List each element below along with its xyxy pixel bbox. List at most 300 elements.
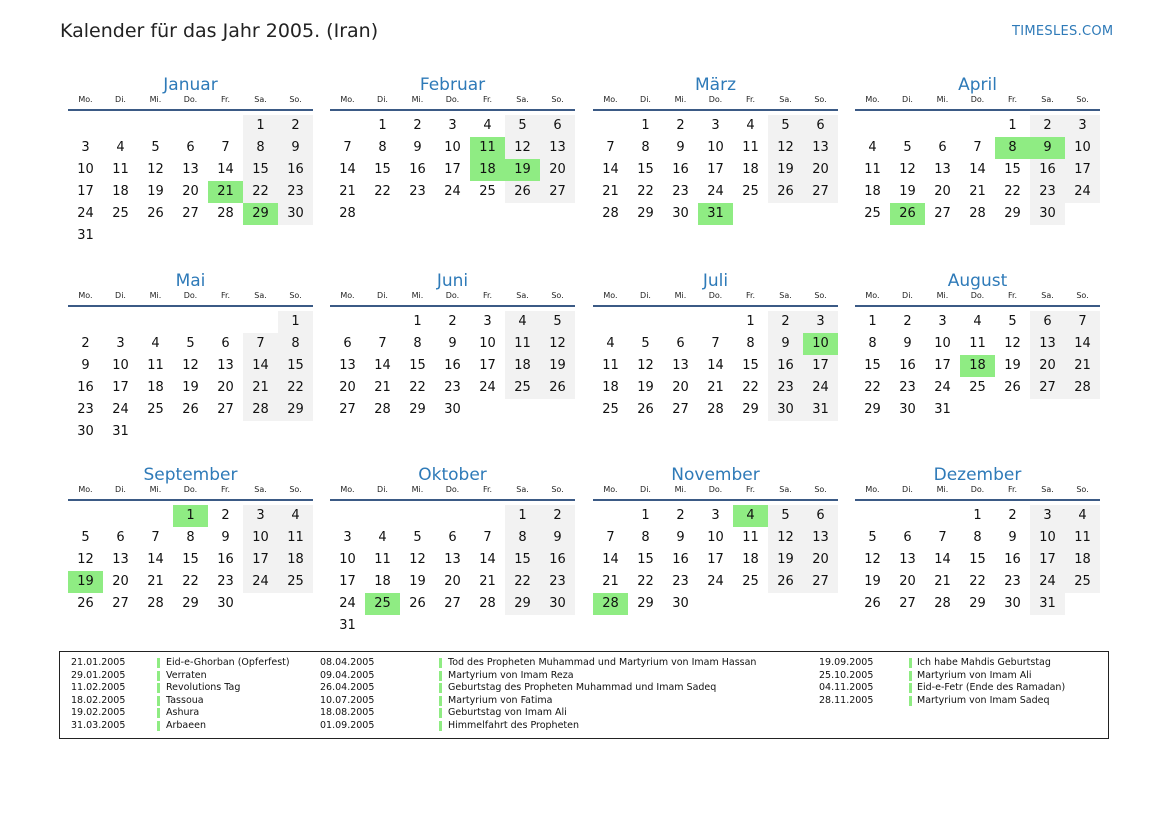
day-cell[interactable]: 6 — [1043, 314, 1052, 329]
day-cell[interactable]: 19 — [899, 184, 916, 199]
day-cell[interactable]: 8 — [868, 336, 877, 351]
day-cell[interactable]: 5 — [151, 140, 160, 155]
holiday-day-cell[interactable]: 1 — [173, 505, 208, 527]
day-cell[interactable]: 30 — [217, 596, 234, 611]
day-cell[interactable]: 14 — [934, 552, 951, 567]
day-cell[interactable]: 18 — [374, 574, 391, 589]
day-cell[interactable]: 11 — [287, 530, 304, 545]
day-cell[interactable]: 6 — [448, 530, 457, 545]
day-cell[interactable]: 13 — [549, 140, 566, 155]
day-cell[interactable]: 30 — [549, 596, 566, 611]
day-cell[interactable]: 1 — [413, 314, 422, 329]
day-cell[interactable]: 13 — [812, 530, 829, 545]
day-cell[interactable]: 16 — [1039, 162, 1056, 177]
day-cell[interactable]: 28 — [374, 402, 391, 417]
day-cell[interactable]: 28 — [602, 206, 619, 221]
day-cell[interactable]: 22 — [742, 380, 759, 395]
day-cell[interactable]: 8 — [973, 530, 982, 545]
day-cell[interactable]: 13 — [1039, 336, 1056, 351]
day-cell[interactable]: 15 — [409, 358, 426, 373]
day-cell[interactable]: 17 — [934, 358, 951, 373]
day-cell[interactable]: 20 — [672, 380, 689, 395]
day-cell[interactable]: 24 — [707, 184, 724, 199]
day-cell[interactable]: 15 — [514, 552, 531, 567]
day-cell[interactable]: 21 — [707, 380, 724, 395]
day-cell[interactable]: 24 — [479, 380, 496, 395]
day-cell[interactable]: 11 — [374, 552, 391, 567]
day-cell[interactable]: 22 — [182, 574, 199, 589]
day-cell[interactable]: 25 — [742, 574, 759, 589]
day-cell[interactable]: 6 — [938, 140, 947, 155]
day-cell[interactable]: 27 — [934, 206, 951, 221]
day-cell[interactable]: 30 — [444, 402, 461, 417]
day-cell[interactable]: 5 — [186, 336, 195, 351]
day-cell[interactable]: 19 — [637, 380, 654, 395]
day-cell[interactable]: 22 — [637, 184, 654, 199]
day-cell[interactable]: 13 — [112, 552, 129, 567]
day-cell[interactable]: 24 — [112, 402, 129, 417]
day-cell[interactable]: 23 — [1004, 574, 1021, 589]
day-cell[interactable]: 30 — [1039, 206, 1056, 221]
day-cell[interactable]: 1 — [641, 118, 650, 133]
day-cell[interactable]: 27 — [444, 596, 461, 611]
day-cell[interactable]: 15 — [969, 552, 986, 567]
day-cell[interactable]: 20 — [934, 184, 951, 199]
day-cell[interactable]: 2 — [676, 508, 685, 523]
day-cell[interactable]: 17 — [1039, 552, 1056, 567]
day-cell[interactable]: 3 — [816, 314, 825, 329]
day-cell[interactable]: 22 — [374, 184, 391, 199]
day-cell[interactable]: 18 — [742, 552, 759, 567]
day-cell[interactable]: 23 — [444, 380, 461, 395]
day-cell[interactable]: 24 — [934, 380, 951, 395]
day-cell[interactable]: 20 — [182, 184, 199, 199]
day-cell[interactable]: 27 — [812, 574, 829, 589]
day-cell[interactable]: 21 — [147, 574, 164, 589]
day-cell[interactable]: 7 — [343, 140, 352, 155]
day-cell[interactable]: 20 — [899, 574, 916, 589]
day-cell[interactable]: 6 — [186, 140, 195, 155]
day-cell[interactable]: 25 — [479, 184, 496, 199]
day-cell[interactable]: 9 — [781, 336, 790, 351]
day-cell[interactable]: 29 — [742, 402, 759, 417]
day-cell[interactable]: 12 — [864, 552, 881, 567]
day-cell[interactable]: 15 — [1004, 162, 1021, 177]
day-cell[interactable]: 29 — [287, 402, 304, 417]
day-cell[interactable]: 27 — [217, 402, 234, 417]
day-cell[interactable]: 20 — [812, 552, 829, 567]
day-cell[interactable]: 12 — [1004, 336, 1021, 351]
day-cell[interactable]: 26 — [182, 402, 199, 417]
day-cell[interactable]: 4 — [973, 314, 982, 329]
day-cell[interactable]: 22 — [514, 574, 531, 589]
day-cell[interactable]: 8 — [291, 336, 300, 351]
day-cell[interactable]: 12 — [637, 358, 654, 373]
day-cell[interactable]: 18 — [147, 380, 164, 395]
day-cell[interactable]: 5 — [903, 140, 912, 155]
day-cell[interactable]: 24 — [1039, 574, 1056, 589]
day-cell[interactable]: 22 — [637, 574, 654, 589]
day-cell[interactable]: 17 — [707, 162, 724, 177]
day-cell[interactable]: 31 — [77, 228, 94, 243]
day-cell[interactable]: 22 — [1004, 184, 1021, 199]
day-cell[interactable]: 26 — [514, 184, 531, 199]
day-cell[interactable]: 9 — [903, 336, 912, 351]
day-cell[interactable]: 29 — [514, 596, 531, 611]
day-cell[interactable]: 21 — [339, 184, 356, 199]
holiday-day-cell[interactable]: 4 — [733, 505, 768, 527]
day-cell[interactable]: 9 — [676, 530, 685, 545]
day-cell[interactable]: 14 — [602, 552, 619, 567]
day-cell[interactable]: 7 — [221, 140, 230, 155]
day-cell[interactable]: 10 — [707, 530, 724, 545]
day-cell[interactable]: 16 — [287, 162, 304, 177]
day-cell[interactable]: 22 — [252, 184, 269, 199]
day-cell[interactable]: 23 — [672, 574, 689, 589]
day-cell[interactable]: 12 — [899, 162, 916, 177]
day-cell[interactable]: 28 — [934, 596, 951, 611]
day-cell[interactable]: 18 — [112, 184, 129, 199]
day-cell[interactable]: 19 — [549, 358, 566, 373]
day-cell[interactable]: 31 — [934, 402, 951, 417]
day-cell[interactable]: 28 — [339, 206, 356, 221]
day-cell[interactable]: 27 — [339, 402, 356, 417]
holiday-day-cell[interactable]: 21 — [208, 181, 243, 203]
day-cell[interactable]: 3 — [448, 118, 457, 133]
day-cell[interactable]: 14 — [602, 162, 619, 177]
day-cell[interactable]: 29 — [1004, 206, 1021, 221]
day-cell[interactable]: 8 — [641, 140, 650, 155]
day-cell[interactable]: 21 — [969, 184, 986, 199]
day-cell[interactable]: 23 — [287, 184, 304, 199]
day-cell[interactable]: 31 — [812, 402, 829, 417]
day-cell[interactable]: 30 — [899, 402, 916, 417]
day-cell[interactable]: 10 — [77, 162, 94, 177]
day-cell[interactable]: 16 — [1004, 552, 1021, 567]
day-cell[interactable]: 11 — [742, 530, 759, 545]
day-cell[interactable]: 4 — [746, 118, 755, 133]
day-cell[interactable]: 7 — [711, 336, 720, 351]
brand-logo[interactable]: TIMESLES.COM — [1012, 24, 1114, 39]
day-cell[interactable]: 16 — [409, 162, 426, 177]
holiday-day-cell[interactable]: 10 — [803, 333, 838, 355]
holiday-day-cell[interactable]: 29 — [243, 203, 278, 225]
day-cell[interactable]: 7 — [606, 530, 615, 545]
day-cell[interactable]: 3 — [711, 508, 720, 523]
day-cell[interactable]: 10 — [1074, 140, 1091, 155]
day-cell[interactable]: 2 — [221, 508, 230, 523]
day-cell[interactable]: 8 — [186, 530, 195, 545]
day-cell[interactable]: 14 — [339, 162, 356, 177]
day-cell[interactable]: 24 — [77, 206, 94, 221]
day-cell[interactable]: 21 — [1074, 358, 1091, 373]
day-cell[interactable]: 1 — [518, 508, 527, 523]
day-cell[interactable]: 13 — [812, 140, 829, 155]
day-cell[interactable]: 13 — [217, 358, 234, 373]
day-cell[interactable]: 27 — [899, 596, 916, 611]
day-cell[interactable]: 19 — [147, 184, 164, 199]
day-cell[interactable]: 20 — [1039, 358, 1056, 373]
day-cell[interactable]: 20 — [549, 162, 566, 177]
day-cell[interactable]: 29 — [637, 596, 654, 611]
day-cell[interactable]: 17 — [77, 184, 94, 199]
day-cell[interactable]: 21 — [602, 574, 619, 589]
day-cell[interactable]: 15 — [252, 162, 269, 177]
day-cell[interactable]: 25 — [602, 402, 619, 417]
day-cell[interactable]: 7 — [973, 140, 982, 155]
day-cell[interactable]: 24 — [444, 184, 461, 199]
day-cell[interactable]: 19 — [777, 162, 794, 177]
day-cell[interactable]: 16 — [777, 358, 794, 373]
day-cell[interactable]: 22 — [864, 380, 881, 395]
day-cell[interactable]: 23 — [409, 184, 426, 199]
day-cell[interactable]: 3 — [343, 530, 352, 545]
day-cell[interactable]: 6 — [903, 530, 912, 545]
day-cell[interactable]: 1 — [746, 314, 755, 329]
day-cell[interactable]: 31 — [339, 618, 356, 633]
day-cell[interactable]: 23 — [549, 574, 566, 589]
day-cell[interactable]: 14 — [969, 162, 986, 177]
day-cell[interactable]: 23 — [672, 184, 689, 199]
day-cell[interactable]: 7 — [151, 530, 160, 545]
day-cell[interactable]: 19 — [182, 380, 199, 395]
day-cell[interactable]: 13 — [899, 552, 916, 567]
day-cell[interactable]: 4 — [291, 508, 300, 523]
day-cell[interactable]: 30 — [77, 424, 94, 439]
day-cell[interactable]: 7 — [256, 336, 265, 351]
day-cell[interactable]: 8 — [641, 530, 650, 545]
day-cell[interactable]: 14 — [374, 358, 391, 373]
day-cell[interactable]: 11 — [602, 358, 619, 373]
day-cell[interactable]: 12 — [182, 358, 199, 373]
day-cell[interactable]: 7 — [378, 336, 387, 351]
day-cell[interactable]: 28 — [707, 402, 724, 417]
day-cell[interactable]: 4 — [868, 140, 877, 155]
day-cell[interactable]: 18 — [514, 358, 531, 373]
day-cell[interactable]: 30 — [672, 596, 689, 611]
day-cell[interactable]: 12 — [549, 336, 566, 351]
day-cell[interactable]: 20 — [812, 162, 829, 177]
day-cell[interactable]: 9 — [81, 358, 90, 373]
day-cell[interactable]: 4 — [1078, 508, 1087, 523]
day-cell[interactable]: 28 — [1074, 380, 1091, 395]
day-cell[interactable]: 19 — [777, 552, 794, 567]
day-cell[interactable]: 6 — [816, 508, 825, 523]
day-cell[interactable]: 15 — [374, 162, 391, 177]
day-cell[interactable]: 27 — [112, 596, 129, 611]
day-cell[interactable]: 27 — [549, 184, 566, 199]
day-cell[interactable]: 29 — [182, 596, 199, 611]
day-cell[interactable]: 1 — [868, 314, 877, 329]
day-cell[interactable]: 10 — [112, 358, 129, 373]
day-cell[interactable]: 5 — [1008, 314, 1017, 329]
day-cell[interactable]: 3 — [711, 118, 720, 133]
day-cell[interactable]: 12 — [77, 552, 94, 567]
day-cell[interactable]: 10 — [479, 336, 496, 351]
day-cell[interactable]: 5 — [641, 336, 650, 351]
day-cell[interactable]: 1 — [1008, 118, 1017, 133]
day-cell[interactable]: 25 — [287, 574, 304, 589]
day-cell[interactable]: 25 — [864, 206, 881, 221]
day-cell[interactable]: 3 — [938, 314, 947, 329]
day-cell[interactable]: 20 — [444, 574, 461, 589]
day-cell[interactable]: 6 — [116, 530, 125, 545]
day-cell[interactable]: 11 — [514, 336, 531, 351]
day-cell[interactable]: 14 — [147, 552, 164, 567]
day-cell[interactable]: 12 — [777, 140, 794, 155]
day-cell[interactable]: 9 — [413, 140, 422, 155]
day-cell[interactable]: 26 — [1004, 380, 1021, 395]
day-cell[interactable]: 16 — [77, 380, 94, 395]
day-cell[interactable]: 23 — [1039, 184, 1056, 199]
day-cell[interactable]: 7 — [938, 530, 947, 545]
day-cell[interactable]: 25 — [147, 402, 164, 417]
day-cell[interactable]: 19 — [864, 574, 881, 589]
day-cell[interactable]: 9 — [221, 530, 230, 545]
day-cell[interactable]: 19 — [1004, 358, 1021, 373]
day-cell[interactable]: 22 — [287, 380, 304, 395]
day-cell[interactable]: 10 — [444, 140, 461, 155]
day-cell[interactable]: 24 — [339, 596, 356, 611]
day-cell[interactable]: 3 — [1078, 118, 1087, 133]
day-cell[interactable]: 15 — [864, 358, 881, 373]
holiday-day-cell[interactable]: 18 — [470, 159, 505, 181]
day-cell[interactable]: 24 — [252, 574, 269, 589]
day-cell[interactable]: 18 — [742, 162, 759, 177]
day-cell[interactable]: 26 — [864, 596, 881, 611]
day-cell[interactable]: 14 — [707, 358, 724, 373]
day-cell[interactable]: 7 — [1078, 314, 1087, 329]
day-cell[interactable]: 30 — [672, 206, 689, 221]
day-cell[interactable]: 9 — [291, 140, 300, 155]
day-cell[interactable]: 27 — [182, 206, 199, 221]
day-cell[interactable]: 8 — [518, 530, 527, 545]
day-cell[interactable]: 21 — [374, 380, 391, 395]
day-cell[interactable]: 5 — [781, 118, 790, 133]
holiday-day-cell[interactable]: 9 — [1030, 137, 1065, 159]
day-cell[interactable]: 22 — [969, 574, 986, 589]
day-cell[interactable]: 5 — [413, 530, 422, 545]
day-cell[interactable]: 2 — [1008, 508, 1017, 523]
day-cell[interactable]: 12 — [409, 552, 426, 567]
day-cell[interactable]: 21 — [602, 184, 619, 199]
day-cell[interactable]: 16 — [217, 552, 234, 567]
day-cell[interactable]: 3 — [483, 314, 492, 329]
day-cell[interactable]: 21 — [934, 574, 951, 589]
holiday-day-cell[interactable]: 8 — [995, 137, 1030, 159]
day-cell[interactable]: 18 — [1074, 552, 1091, 567]
day-cell[interactable]: 30 — [287, 206, 304, 221]
day-cell[interactable]: 3 — [256, 508, 265, 523]
holiday-day-cell[interactable]: 19 — [505, 159, 540, 181]
day-cell[interactable]: 15 — [287, 358, 304, 373]
day-cell[interactable]: 17 — [707, 552, 724, 567]
day-cell[interactable]: 16 — [899, 358, 916, 373]
day-cell[interactable]: 31 — [112, 424, 129, 439]
day-cell[interactable]: 16 — [444, 358, 461, 373]
day-cell[interactable]: 9 — [1008, 530, 1017, 545]
day-cell[interactable]: 28 — [217, 206, 234, 221]
day-cell[interactable]: 26 — [77, 596, 94, 611]
day-cell[interactable]: 21 — [252, 380, 269, 395]
day-cell[interactable]: 27 — [1039, 380, 1056, 395]
day-cell[interactable]: 3 — [81, 140, 90, 155]
day-cell[interactable]: 20 — [339, 380, 356, 395]
day-cell[interactable]: 26 — [549, 380, 566, 395]
day-cell[interactable]: 25 — [969, 380, 986, 395]
day-cell[interactable]: 9 — [448, 336, 457, 351]
holiday-day-cell[interactable]: 25 — [365, 593, 400, 615]
day-cell[interactable]: 18 — [864, 184, 881, 199]
day-cell[interactable]: 13 — [934, 162, 951, 177]
holiday-day-cell[interactable]: 28 — [593, 593, 628, 615]
day-cell[interactable]: 25 — [1074, 574, 1091, 589]
day-cell[interactable]: 7 — [606, 140, 615, 155]
day-cell[interactable]: 17 — [444, 162, 461, 177]
day-cell[interactable]: 6 — [816, 118, 825, 133]
day-cell[interactable]: 17 — [1074, 162, 1091, 177]
day-cell[interactable]: 2 — [1043, 118, 1052, 133]
day-cell[interactable]: 11 — [864, 162, 881, 177]
day-cell[interactable]: 3 — [1043, 508, 1052, 523]
day-cell[interactable]: 9 — [676, 140, 685, 155]
day-cell[interactable]: 20 — [217, 380, 234, 395]
day-cell[interactable]: 25 — [112, 206, 129, 221]
day-cell[interactable]: 7 — [483, 530, 492, 545]
day-cell[interactable]: 26 — [777, 184, 794, 199]
day-cell[interactable]: 24 — [707, 574, 724, 589]
day-cell[interactable]: 29 — [969, 596, 986, 611]
day-cell[interactable]: 24 — [812, 380, 829, 395]
day-cell[interactable]: 26 — [777, 574, 794, 589]
day-cell[interactable]: 5 — [781, 508, 790, 523]
day-cell[interactable]: 2 — [291, 118, 300, 133]
day-cell[interactable]: 8 — [413, 336, 422, 351]
holiday-day-cell[interactable]: 31 — [698, 203, 733, 225]
day-cell[interactable]: 16 — [549, 552, 566, 567]
day-cell[interactable]: 28 — [969, 206, 986, 221]
day-cell[interactable]: 1 — [291, 314, 300, 329]
day-cell[interactable]: 6 — [676, 336, 685, 351]
day-cell[interactable]: 1 — [973, 508, 982, 523]
day-cell[interactable]: 22 — [409, 380, 426, 395]
day-cell[interactable]: 8 — [378, 140, 387, 155]
day-cell[interactable]: 11 — [1074, 530, 1091, 545]
day-cell[interactable]: 4 — [518, 314, 527, 329]
day-cell[interactable]: 11 — [742, 140, 759, 155]
day-cell[interactable]: 14 — [1074, 336, 1091, 351]
day-cell[interactable]: 4 — [606, 336, 615, 351]
day-cell[interactable]: 29 — [637, 206, 654, 221]
day-cell[interactable]: 12 — [777, 530, 794, 545]
day-cell[interactable]: 29 — [409, 402, 426, 417]
day-cell[interactable]: 10 — [339, 552, 356, 567]
day-cell[interactable]: 24 — [1074, 184, 1091, 199]
day-cell[interactable]: 2 — [413, 118, 422, 133]
day-cell[interactable]: 13 — [339, 358, 356, 373]
day-cell[interactable]: 23 — [77, 402, 94, 417]
day-cell[interactable]: 30 — [777, 402, 794, 417]
day-cell[interactable]: 26 — [147, 206, 164, 221]
day-cell[interactable]: 17 — [339, 574, 356, 589]
day-cell[interactable]: 25 — [742, 184, 759, 199]
day-cell[interactable]: 13 — [672, 358, 689, 373]
day-cell[interactable]: 9 — [553, 530, 562, 545]
day-cell[interactable]: 25 — [514, 380, 531, 395]
day-cell[interactable]: 4 — [378, 530, 387, 545]
day-cell[interactable]: 2 — [781, 314, 790, 329]
day-cell[interactable]: 29 — [864, 402, 881, 417]
